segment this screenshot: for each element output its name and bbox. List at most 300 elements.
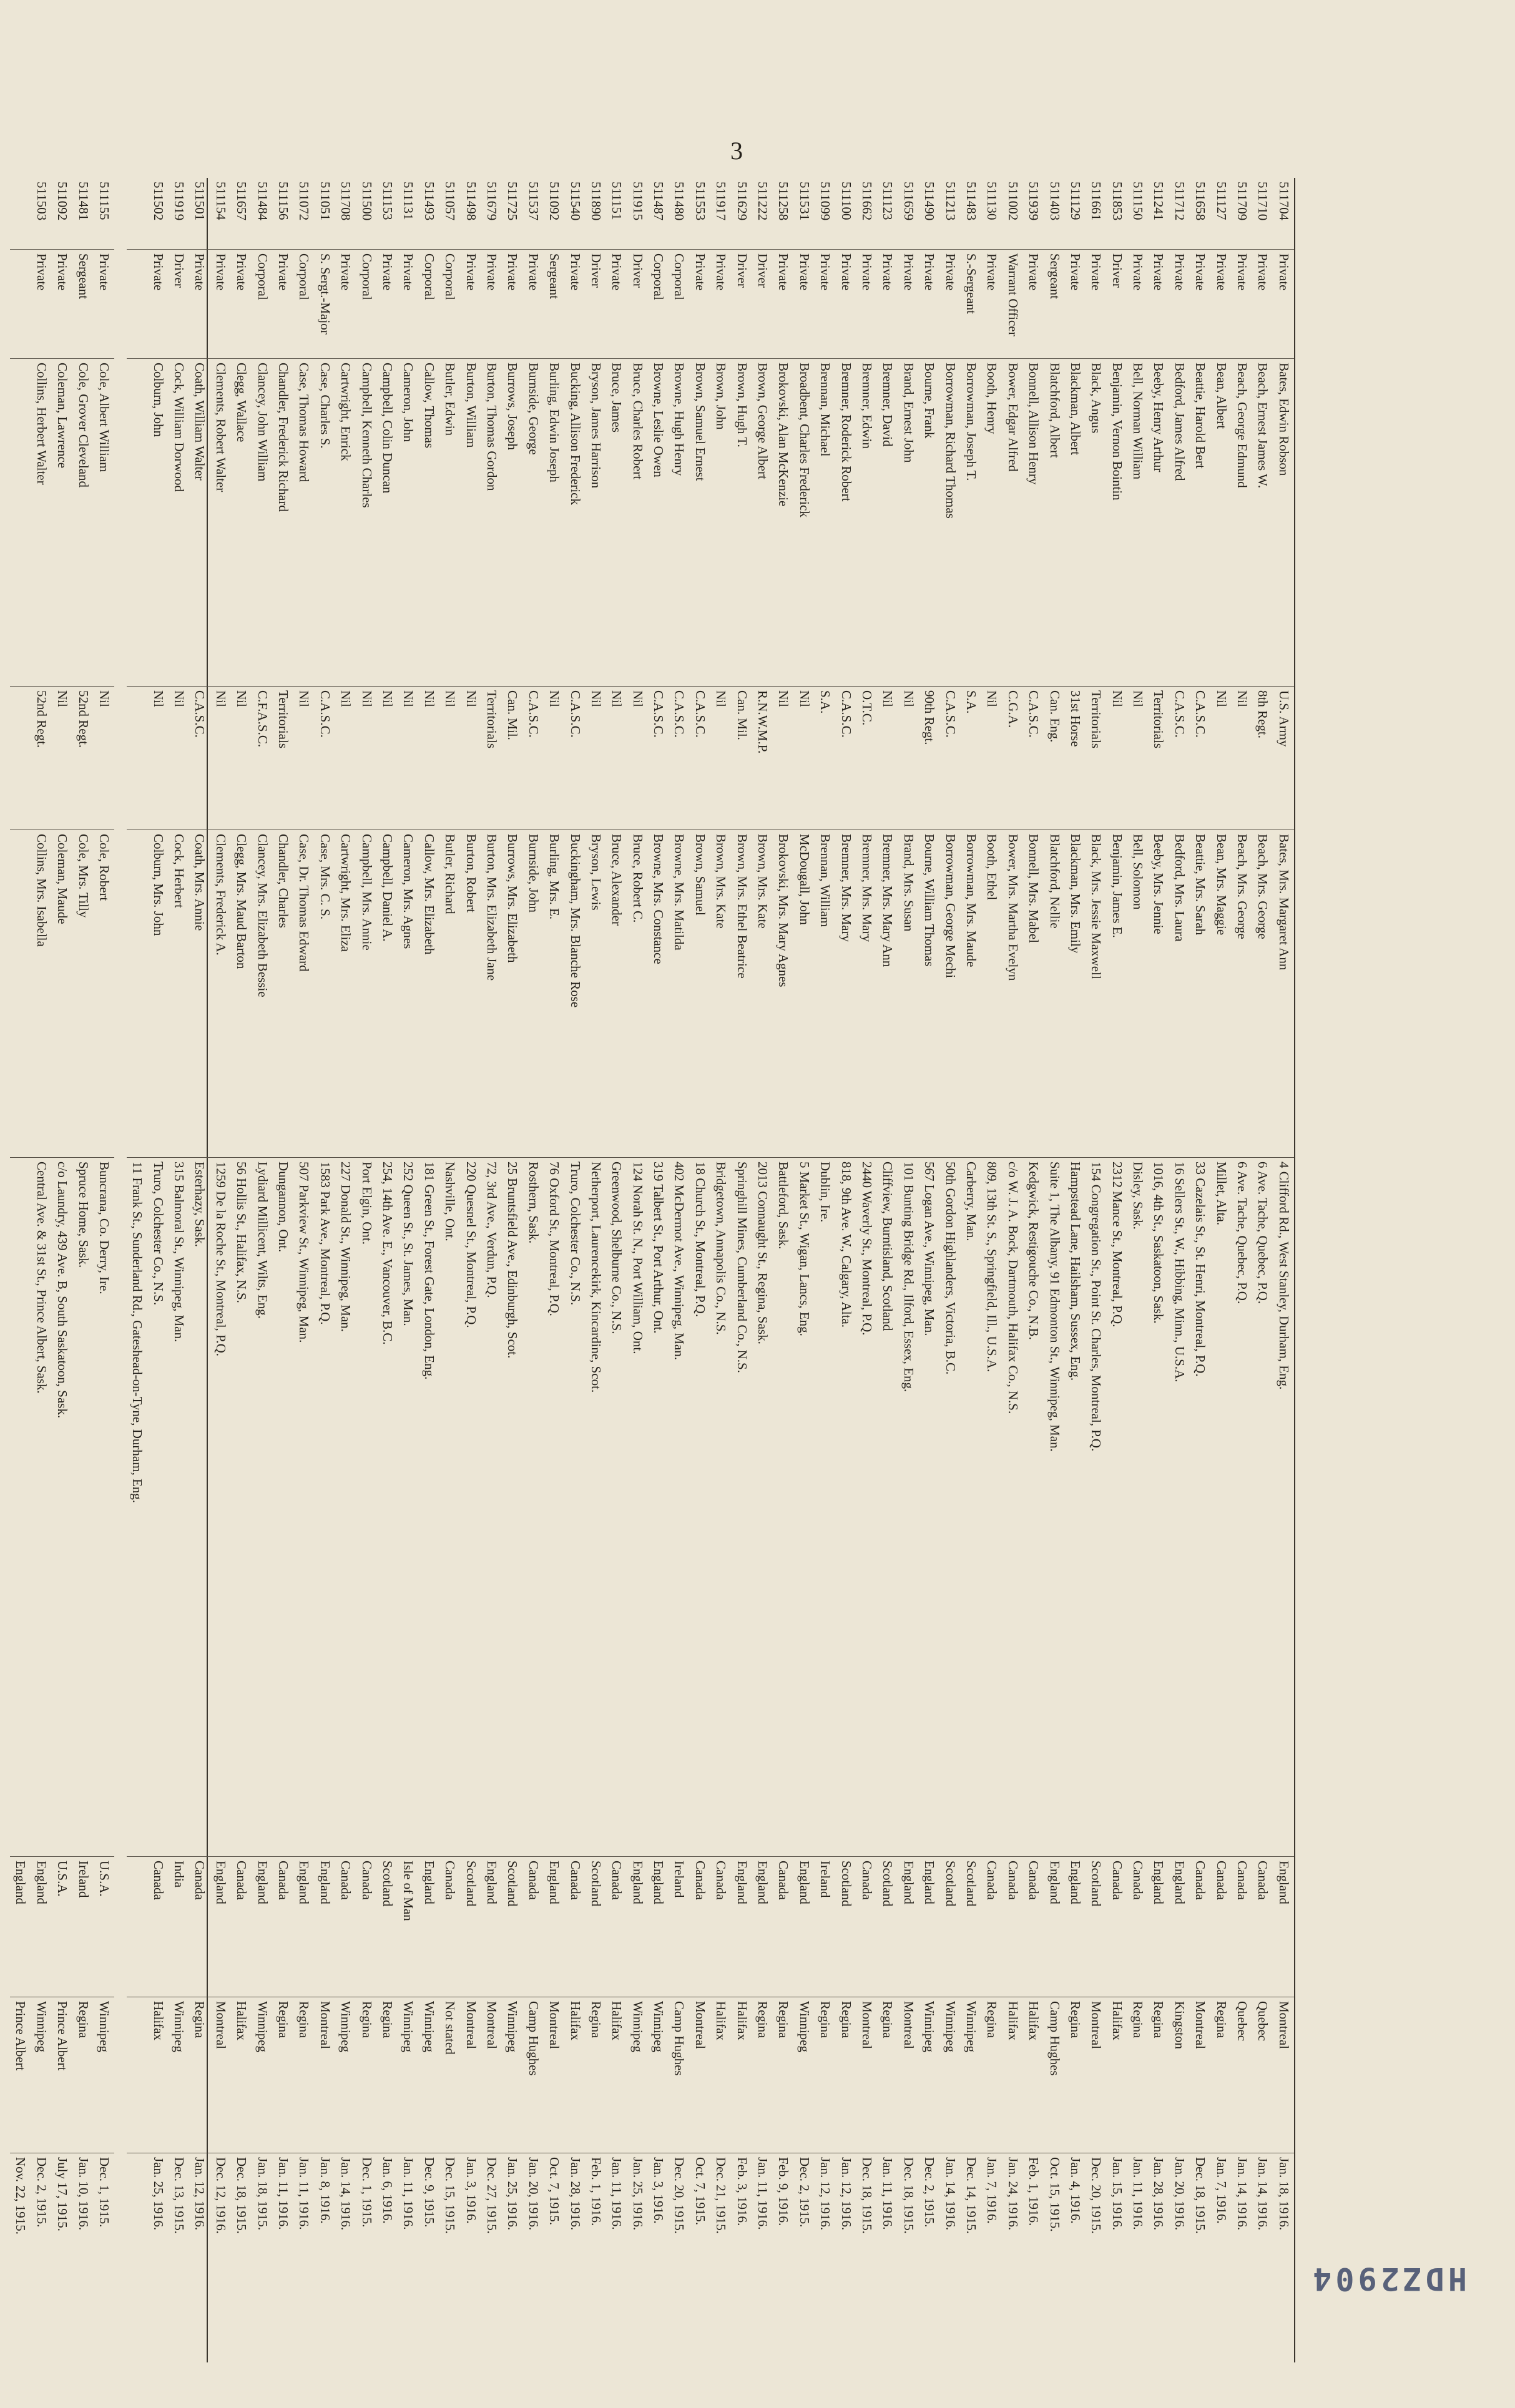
soldier-name-cell: Cole, Albert William <box>94 359 114 687</box>
address-cell: 181 Green St., Forest Gate, London, Eng. <box>419 1158 439 1857</box>
soldier-name-cell: Bower, Edgar Alfred <box>1003 359 1023 687</box>
previous-corps-cell: Nil <box>898 687 919 830</box>
soldier-name-cell: Campbell, Colin Duncan <box>377 359 398 687</box>
previous-corps-cell: Nil <box>773 687 793 830</box>
regimental-number-cell: 511704 <box>1273 178 1294 250</box>
rank-cell: Driver <box>731 250 752 359</box>
enlistment-place-cell: Winnipeg <box>502 1997 522 2153</box>
enlistment-date-cell: Jan. 18, 1915. <box>255 2157 270 2231</box>
regimental-number-cell: 511679 <box>481 178 502 250</box>
rank-cell: Driver <box>1106 250 1127 359</box>
birthplace-cell: Canada <box>1232 1857 1252 1997</box>
next-of-kin-cell: Clancey, Mrs. Elizabeth Bessie <box>252 830 272 1158</box>
regimental-number-cell: 511537 <box>523 178 544 250</box>
table-row <box>1232 178 1252 2362</box>
enlistment-place-cell: Regina <box>773 1997 793 2153</box>
birthplace-cell: Canada <box>856 1857 877 1997</box>
enlistment-date-cell: Jan. 25, 1916. <box>630 2157 645 2231</box>
soldier-name-cell: Burnside, George <box>523 359 544 687</box>
table-row <box>710 178 731 2362</box>
enlistment-place-cell: Montreal <box>1190 1997 1210 2153</box>
previous-corps-cell: C.A.S.C. <box>835 687 856 830</box>
rank-cell: Private <box>606 250 627 359</box>
regimental-number-cell: 511919 <box>169 178 189 250</box>
birthplace-cell: Canada <box>773 1857 793 1997</box>
rank-cell: Private <box>377 250 398 359</box>
enlistment-place-cell: Winnipeg <box>419 1997 439 2153</box>
next-of-kin-cell: Blackman, Mrs. Emily <box>1065 830 1086 1158</box>
address-cell: Greenwood, Shelburne Co., N.S. <box>606 1158 627 1857</box>
enlistment-date-cell: Dec. 12, 1916. <box>213 2157 228 2234</box>
soldier-name-cell: Brown, Samuel Ernest <box>690 359 710 687</box>
regimental-number-cell: 511853 <box>1106 178 1127 250</box>
soldier-name-cell: Booth, Henry <box>981 359 1002 687</box>
enlistment-date-cell: Dec. 27, 1915. <box>484 2157 499 2234</box>
previous-corps-cell: Nil <box>377 687 398 830</box>
address-cell: 220 Quesnel St., Montreal, P.Q. <box>460 1158 481 1857</box>
birthplace-cell: Scotland <box>877 1857 898 1997</box>
next-of-kin-cell: Bruce, Robert C. <box>627 830 648 1158</box>
rank-cell: Corporal <box>648 250 669 359</box>
soldier-name-cell: Clancey, John William <box>252 359 272 687</box>
soldier-name-cell: Brokovski, Alan McKenzie <box>773 359 793 687</box>
previous-corps-cell: C.A.S.C. <box>939 687 960 830</box>
regimental-number-cell: 511503 <box>31 178 52 250</box>
table-row <box>856 178 877 2362</box>
next-of-kin-cell: Bruce, Alexander <box>606 830 627 1158</box>
table-row <box>919 178 939 2362</box>
soldier-name-cell: Beach, Ernest James W. <box>1252 359 1273 687</box>
enlistment-date-cell: Jan. 4, 1916. <box>1067 2157 1083 2224</box>
next-of-kin-cell: Buckingham, Mrs. Blanche Rose <box>564 830 585 1158</box>
table-row <box>606 178 627 2362</box>
enlistment-place-cell: Regina <box>835 1997 856 2153</box>
rank-cell: Private <box>335 250 356 359</box>
soldier-name-cell: Beach, George Edmund <box>1232 359 1252 687</box>
soldier-name-cell: Bryson, James Harrison <box>586 359 606 687</box>
rank-cell: Private <box>794 250 815 359</box>
birthplace-cell: England <box>752 1857 773 1997</box>
enlistment-place-cell: Regina <box>293 1997 314 2153</box>
next-of-kin-cell: Brown, Mrs. Kate <box>752 830 773 1158</box>
birthplace-cell: England <box>919 1857 939 1997</box>
rank-cell: S.-Sergeant <box>961 250 981 359</box>
enlistment-place-cell: Montreal <box>315 1997 335 2153</box>
next-of-kin-cell: Brand, Mrs. Susan <box>898 830 919 1158</box>
rank-cell: Private <box>210 250 231 359</box>
enlistment-place-cell: Regina <box>1065 1997 1086 2153</box>
address-cell: Battleford, Sask. <box>773 1158 793 1857</box>
birthplace-cell: Canada <box>523 1857 544 1997</box>
birthplace-cell: England <box>1148 1857 1169 1997</box>
soldier-name-cell: Bruce, James <box>606 359 627 687</box>
soldier-name-cell: Bates, Edwin Robson <box>1273 359 1294 687</box>
enlistment-date-cell: Dec. 2, 1915. <box>34 2157 49 2228</box>
address-cell: 76 Oxford St., Montreal, P.Q. <box>544 1158 564 1857</box>
soldier-name-cell: Case, Charles S. <box>315 359 335 687</box>
next-of-kin-cell: Burling, Mrs. E. <box>544 830 564 1158</box>
enlistment-place-cell: Montreal <box>481 1997 502 2153</box>
next-of-kin-cell: Brennan, William <box>815 830 835 1158</box>
regimental-number-cell <box>10 178 31 250</box>
address-cell: 254, 14th Ave. E., Vancouver, B.C. <box>377 1158 398 1857</box>
address-cell: 402 McDermot Ave., Winnipeg, Man. <box>669 1158 689 1857</box>
soldier-name-cell: Borrowman, Richard Thomas <box>939 359 960 687</box>
regimental-number-cell: 511481 <box>72 178 93 250</box>
next-of-kin-cell <box>10 830 31 1158</box>
enlistment-date-cell: Jan. 7, 1916. <box>984 2157 1000 2224</box>
enlistment-date-cell: Jan. 3, 1916. <box>651 2157 667 2224</box>
next-of-kin-cell: Campbell, Daniel A. <box>377 830 398 1158</box>
regimental-number-cell: 511051 <box>315 178 335 250</box>
enlistment-place-cell: Montreal <box>210 1997 231 2153</box>
next-of-kin-cell: Booth, Ethel <box>981 830 1002 1158</box>
rank-cell: Private <box>1086 250 1106 359</box>
soldier-name-cell: Brown, George Albert <box>752 359 773 687</box>
rank-cell: Private <box>835 250 856 359</box>
enlistment-place-cell: Winnipeg <box>398 1997 418 2153</box>
table-row <box>1252 178 1273 2362</box>
previous-corps-cell: Can. Mil. <box>731 687 752 830</box>
roster-rows <box>13 178 1295 2362</box>
address-cell: 5 Market St., Wigan, Lancs, Eng. <box>794 1158 815 1857</box>
enlistment-place-cell: Winnipeg <box>169 1997 189 2153</box>
soldier-name-cell: Bourne, Frank <box>919 359 939 687</box>
birthplace-cell: England <box>898 1857 919 1997</box>
table-row <box>648 178 669 2362</box>
rank-cell: Corporal <box>252 250 272 359</box>
previous-corps-cell: C.A.S.C. <box>189 687 210 830</box>
enlistment-place-cell: Winnipeg <box>94 1997 114 2153</box>
table-row <box>460 178 481 2362</box>
regimental-number-cell: 511553 <box>690 178 710 250</box>
next-of-kin-cell: Bremner, Mrs. Mary Ann <box>877 830 898 1158</box>
regimental-number-cell: 511661 <box>1086 178 1106 250</box>
previous-corps-cell: U.S. Army <box>1273 687 1294 830</box>
table-row <box>564 178 585 2362</box>
table-row <box>148 178 169 2362</box>
table-row <box>939 178 960 2362</box>
soldier-name-cell: Callow, Thomas <box>419 359 439 687</box>
rank-cell: Private <box>1065 250 1086 359</box>
soldier-name-cell: Blackman, Albert <box>1065 359 1086 687</box>
soldier-name-cell <box>10 359 31 687</box>
previous-corps-cell: C.A.S.C. <box>523 687 544 830</box>
table-row <box>1003 178 1023 2362</box>
soldier-name-cell: Beattie, Harold Bert <box>1190 359 1210 687</box>
next-of-kin-cell: Colburn, Mrs. John <box>148 830 169 1158</box>
birthplace-cell: Canada <box>439 1857 460 1997</box>
enlistment-place-cell: Regina <box>586 1997 606 2153</box>
enlistment-place-cell: Winnipeg <box>335 1997 356 2153</box>
previous-corps-cell: C.A.S.C. <box>690 687 710 830</box>
next-of-kin-cell: Cartwright, Mrs. Eliza <box>335 830 356 1158</box>
next-of-kin-cell: Bonnell, Mrs. Mabel <box>1023 830 1044 1158</box>
previous-corps-cell: 90th Regt. <box>919 687 939 830</box>
table-row <box>752 178 773 2362</box>
soldier-name-cell: Browne, Hugh Henry <box>669 359 689 687</box>
next-of-kin-cell: Beattie, Mrs. Sarah <box>1190 830 1210 1158</box>
birthplace-cell: England <box>1273 1857 1294 1997</box>
previous-corps-cell: Nil <box>210 687 231 830</box>
regimental-number-cell: 511154 <box>210 178 231 250</box>
birthplace-cell: Ireland <box>815 1857 835 1997</box>
address-cell: 567 Logan Ave., Winnipeg, Man. <box>919 1158 939 1857</box>
address-cell: 101 Bunting Bridge Rd., Ilford, Essex, Eng. <box>898 1158 919 1857</box>
enlistment-date-cell: Jan. 18, 1916. <box>1276 2157 1292 2231</box>
address-cell: Dublin, Ire. <box>815 1158 835 1857</box>
enlistment-date-cell: Jan. 11, 1916. <box>880 2157 896 2230</box>
regimental-number-cell: 511129 <box>1065 178 1086 250</box>
previous-corps-cell: O.T.C. <box>856 687 877 830</box>
table-row <box>1086 178 1106 2362</box>
birthplace-cell: Canada <box>273 1857 293 1997</box>
regimental-number-cell: 511490 <box>919 178 939 250</box>
soldier-name-cell: Brennan, Michael <box>815 359 835 687</box>
next-of-kin-cell: Coath, Mrs. Annie <box>189 830 210 1158</box>
soldier-name-cell: Burling, Edwin Joseph <box>544 359 564 687</box>
birthplace-cell: England <box>1044 1857 1064 1997</box>
address-cell: Millet, Alta. <box>1210 1158 1231 1857</box>
rank-cell: Private <box>815 250 835 359</box>
address-cell: Port Elgin, Ont. <box>356 1158 376 1857</box>
next-of-kin-cell: Beach, Mrs. George <box>1232 830 1252 1158</box>
regimental-number-cell: 511939 <box>1023 178 1044 250</box>
enlistment-date-cell: Jan. 10, 1916. <box>76 2157 91 2231</box>
table-row <box>523 178 544 2362</box>
table-row <box>1190 178 1210 2362</box>
enlistment-date-cell: Oct. 7, 1915. <box>547 2157 562 2226</box>
soldier-name-cell: Clegg, Wallace <box>231 359 252 687</box>
next-of-kin-cell: McDougall, John <box>794 830 815 1158</box>
address-cell: 33 Cazelais St., St. Henri, Montreal, P.Q. <box>1190 1158 1210 1857</box>
next-of-kin-cell: Bell, Solomon <box>1127 830 1148 1158</box>
birthplace-cell: Canada <box>1210 1857 1231 1997</box>
previous-corps-cell: Nil <box>710 687 731 830</box>
enlistment-place-cell: Regina <box>752 1997 773 2153</box>
address-cell: 315 Balmoral St., Winnipeg, Man. <box>169 1158 189 1857</box>
address-cell: Esterhazy, Sask. <box>189 1158 210 1857</box>
next-of-kin-cell: Burton, Robert <box>460 830 481 1158</box>
table-row <box>1169 178 1190 2362</box>
enlistment-date-cell: Jan. 20, 1916. <box>526 2157 541 2231</box>
next-of-kin-cell: Brown, Mrs. Kate <box>710 830 731 1158</box>
regimental-number-cell: 511710 <box>1252 178 1273 250</box>
enlistment-place-cell: Halifax <box>731 1997 752 2153</box>
previous-corps-cell: Nil <box>606 687 627 830</box>
previous-corps-cell: 52nd Regt. <box>31 687 52 830</box>
rank-cell: Corporal <box>356 250 376 359</box>
previous-corps-cell: 8th Regt. <box>1252 687 1273 830</box>
next-of-kin-cell: Bourne, William Thomas <box>919 830 939 1158</box>
address-cell: 25 Bruntsfield Ave., Edinburgh, Scot. <box>502 1158 522 1857</box>
enlistment-place-cell: Camp Hughes <box>669 1997 689 2153</box>
address-cell: 2013 Connaught St., Regina, Sask. <box>752 1158 773 1857</box>
table-row <box>231 178 252 2362</box>
previous-corps-cell: Nil <box>231 687 252 830</box>
next-of-kin-cell: Cole, Mrs. Tilly <box>72 830 93 1158</box>
soldier-name-cell: Case, Thomas Howard <box>293 359 314 687</box>
address-cell: 1016, 4th St., Saskatoon, Sask. <box>1148 1158 1169 1857</box>
rank-cell <box>10 250 31 359</box>
soldier-name-cell: Bruce, Charles Robert <box>627 359 648 687</box>
enlistment-date-cell <box>127 2153 147 2362</box>
next-of-kin-cell: Browne, Mrs. Constance <box>648 830 669 1158</box>
address-cell: 809, 13th St. S., Springfield, Ill., U.S.A. <box>981 1158 1002 1857</box>
enlistment-date-cell: Feb. 1, 1916. <box>588 2157 604 2226</box>
enlistment-place-cell: Winnipeg <box>919 1997 939 2153</box>
birthplace-cell: Canada <box>606 1857 627 1997</box>
soldier-name-cell: Colburn, John <box>148 359 169 687</box>
birthplace-cell: England <box>731 1857 752 1997</box>
previous-corps-cell: Nil <box>293 687 314 830</box>
address-cell: c/o W. J. A. Bock, Dartmouth, Halifax Co., N.S. <box>1003 1158 1023 1857</box>
enlistment-date-cell: Dec. 21, 1915. <box>713 2157 729 2234</box>
previous-corps-cell: Territorials <box>273 687 293 830</box>
next-of-kin-cell: Benjamin, James E. <box>1106 830 1127 1158</box>
rank-cell: Private <box>273 250 293 359</box>
address-cell: Suite 1, The Albany, 91 Edmonton St., Winnipeg, Man. <box>1044 1158 1064 1857</box>
group-separator <box>114 178 127 2362</box>
table-row <box>1023 178 1044 2362</box>
soldier-name-cell: Bremner, David <box>877 359 898 687</box>
enlistment-place-cell: Halifax <box>564 1997 585 2153</box>
next-of-kin-cell: Bremner, Mrs. Mary <box>835 830 856 1158</box>
regimental-number-cell: 511657 <box>231 178 252 250</box>
address-cell: 2312 Mance St., Montreal, P.Q. <box>1106 1158 1127 1857</box>
soldier-name-cell: Clements, Robert Walter <box>210 359 231 687</box>
regimental-number-cell: 511150 <box>1127 178 1148 250</box>
soldier-name-cell: Borrowman, Joseph T. <box>961 359 981 687</box>
rank-cell: Private <box>481 250 502 359</box>
rank-cell: Corporal <box>439 250 460 359</box>
enlistment-date-cell: Jan. 25, 1916. <box>505 2157 521 2231</box>
soldier-name-cell: Broadbent, Charles Frederick <box>794 359 815 687</box>
birthplace-cell: England <box>419 1857 439 1997</box>
address-cell: 6 Ave. Tache, Quebec, P.Q. <box>1232 1158 1252 1857</box>
table-row <box>481 178 502 2362</box>
table-row <box>898 178 919 2362</box>
table-row <box>627 178 648 2362</box>
birthplace-cell: Canada <box>1190 1857 1210 1997</box>
previous-corps-cell: R.N.W.M.P. <box>752 687 773 830</box>
next-of-kin-cell: Brown, Samuel <box>690 830 710 1158</box>
soldier-name-cell: Burton, Thomas Gordon <box>481 359 502 687</box>
enlistment-date-cell: Dec. 1, 1915. <box>96 2157 112 2228</box>
enlistment-place-cell: Winnipeg <box>939 1997 960 2153</box>
previous-corps-cell: C.F.A.S.C. <box>252 687 272 830</box>
birthplace-cell: Scotland <box>460 1857 481 1997</box>
next-of-kin-cell: Blatchford, Nellie <box>1044 830 1064 1158</box>
enlistment-date-cell: Feb. 9, 1916. <box>776 2157 792 2226</box>
previous-corps-cell: Territorials <box>1148 687 1169 830</box>
birthplace-cell: Scotland <box>586 1857 606 1997</box>
birthplace-cell: Ireland <box>72 1857 93 1997</box>
soldier-name-cell: Chandler, Frederick Richard <box>273 359 293 687</box>
rank-cell: Private <box>231 250 252 359</box>
table-row <box>961 178 981 2362</box>
next-of-kin-cell: Case, Mrs. C. S. <box>315 830 335 1158</box>
table-row <box>273 178 293 2362</box>
address-cell: Cliffview, Burntisland, Scotland <box>877 1158 898 1857</box>
birthplace-cell: Canada <box>1252 1857 1273 1997</box>
previous-corps-cell: Nil <box>439 687 460 830</box>
previous-corps-cell: S.A. <box>961 687 981 830</box>
rank-cell: Private <box>523 250 544 359</box>
enlistment-place-cell: Halifax <box>148 1997 169 2153</box>
rank-cell: Private <box>460 250 481 359</box>
enlistment-place-cell: Regina <box>356 1997 376 2153</box>
rank-cell: Private <box>94 250 114 359</box>
address-cell: Hampstead Lane, Hailsham, Sussex, Eng. <box>1065 1158 1086 1857</box>
birthplace-cell: U.S.A. <box>94 1857 114 1997</box>
table-row <box>1148 178 1169 2362</box>
address-cell: 6 Ave. Tache, Quebec, P.Q. <box>1252 1158 1273 1857</box>
birthplace-cell: Canada <box>564 1857 585 1997</box>
table-row <box>335 178 356 2362</box>
rank-cell: Driver <box>752 250 773 359</box>
birthplace-cell <box>127 1857 147 1997</box>
soldier-name-cell: Coleman, Lawrence <box>52 359 72 687</box>
rank-cell: Private <box>1190 250 1210 359</box>
previous-corps-cell: Nil <box>52 687 72 830</box>
table-row <box>981 178 1002 2362</box>
previous-corps-cell: Can. Mil. <box>502 687 522 830</box>
regimental-number-cell: 511092 <box>52 178 72 250</box>
enlistment-place-cell: Halifax <box>710 1997 731 2153</box>
enlistment-date-cell: Jan. 11, 1916. <box>1130 2157 1146 2230</box>
regimental-number-cell: 511629 <box>731 178 752 250</box>
rank-cell: Private <box>898 250 919 359</box>
rank-cell: Sergeant <box>1044 250 1064 359</box>
address-cell: 507 Parkview St., Winnipeg, Man. <box>293 1158 314 1857</box>
birthplace-cell: Canada <box>1127 1857 1148 1997</box>
table-row <box>835 178 856 2362</box>
enlistment-date-cell: Feb. 1, 1916. <box>1026 2157 1042 2226</box>
soldier-name-cell: Bell, Norman William <box>1127 359 1148 687</box>
birthplace-cell: England <box>315 1857 335 1997</box>
previous-corps-cell: Nil <box>544 687 564 830</box>
birthplace-cell: England <box>1065 1857 1086 1997</box>
rank-cell: Driver <box>586 250 606 359</box>
rank-cell: Private <box>856 250 877 359</box>
enlistment-date-cell: Jan. 14, 1916. <box>338 2157 354 2231</box>
enlistment-place-cell: Halifax <box>231 1997 252 2153</box>
enlistment-place-cell: Montreal <box>544 1997 564 2153</box>
rank-cell: Corporal <box>419 250 439 359</box>
soldier-name-cell: Cole, Grover Cleveland <box>72 359 93 687</box>
soldier-name-cell: Browne, Leslie Owen <box>648 359 669 687</box>
rank-cell: Driver <box>627 250 648 359</box>
soldier-name-cell: Blatchford, Albert <box>1044 359 1064 687</box>
table-row <box>31 178 52 2362</box>
enlistment-place-cell: Montreal <box>1086 1997 1106 2153</box>
rank-cell: Private <box>1127 250 1148 359</box>
enlistment-date-cell: Jan. 15, 1916. <box>1109 2157 1125 2231</box>
rank-cell: Private <box>189 250 210 359</box>
table-row <box>127 178 147 2362</box>
enlistment-date-cell: Jan. 14, 1916. <box>1255 2157 1271 2231</box>
enlistment-place-cell: Prince Albert <box>52 1997 72 2153</box>
table-row <box>586 178 606 2362</box>
regimental-number-cell: 511155 <box>94 178 114 250</box>
regimental-number-cell: 511662 <box>856 178 877 250</box>
next-of-kin-cell: Browne, Mrs. Matilda <box>669 830 689 1158</box>
enlistment-place-cell: Montreal <box>690 1997 710 2153</box>
soldier-name-cell: Benjamin, Vernon Bointin <box>1106 359 1127 687</box>
rank-cell: Private <box>564 250 585 359</box>
enlistment-date-cell: Jan. 6, 1916. <box>380 2157 396 2224</box>
